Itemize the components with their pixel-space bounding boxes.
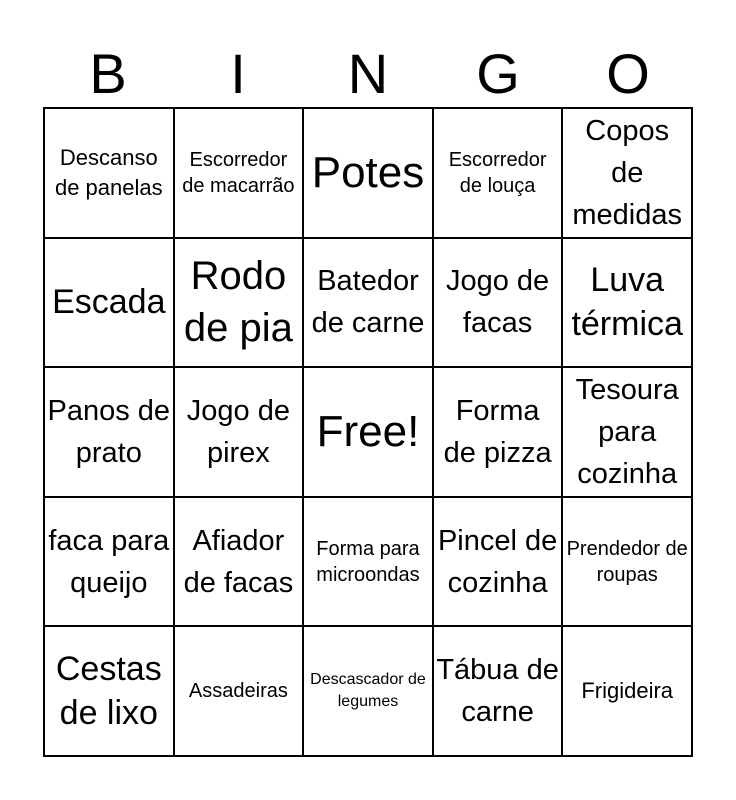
- bingo-cell[interactable]: Tábua de carne: [433, 626, 563, 756]
- bingo-cell[interactable]: Afiador de facas: [174, 497, 304, 627]
- bingo-cell[interactable]: Cestas de lixo: [44, 626, 174, 756]
- bingo-cell[interactable]: Panos de prato: [44, 367, 174, 497]
- header-letter-n: N: [347, 42, 389, 105]
- header-letter-g: G: [476, 42, 520, 105]
- bingo-cell[interactable]: Prendedor de roupas: [562, 497, 692, 627]
- free-cell[interactable]: Free!: [303, 367, 433, 497]
- bingo-header: [43, 40, 693, 108]
- bingo-cell[interactable]: Descanso de panelas: [44, 108, 174, 238]
- bingo-cell[interactable]: Assadeiras: [174, 626, 304, 756]
- header-letter-b: B: [89, 42, 127, 105]
- bingo-cell[interactable]: Tesoura para cozinha: [562, 367, 692, 497]
- bingo-cell[interactable]: Forma para microondas: [303, 497, 433, 627]
- bingo-cell[interactable]: Pincel de cozinha: [433, 497, 563, 627]
- bingo-cell[interactable]: Jogo de pirex: [174, 367, 304, 497]
- bingo-cell[interactable]: Copos de medidas: [562, 108, 692, 238]
- bingo-cell[interactable]: Batedor de carne: [303, 238, 433, 368]
- bingo-cell[interactable]: Frigideira: [562, 626, 692, 756]
- bingo-card: [43, 107, 693, 757]
- bingo-cell[interactable]: Luva térmica: [562, 238, 692, 368]
- header-letter-o: O: [606, 42, 650, 105]
- bingo-cell[interactable]: Rodo de pia: [174, 238, 304, 368]
- bingo-cell[interactable]: Forma de pizza: [433, 367, 563, 497]
- bingo-cell[interactable]: Jogo de facas: [433, 238, 563, 368]
- bingo-cell[interactable]: faca para queijo: [44, 497, 174, 627]
- bingo-cell[interactable]: Descascador de legumes: [303, 626, 433, 756]
- bingo-cell[interactable]: Escorredor de macarrão: [174, 108, 304, 238]
- bingo-cell[interactable]: Potes: [303, 108, 433, 238]
- bingo-cell[interactable]: Escada: [44, 238, 174, 368]
- bingo-cell[interactable]: Escorredor de louça: [433, 108, 563, 238]
- header-letter-i: I: [230, 42, 246, 105]
